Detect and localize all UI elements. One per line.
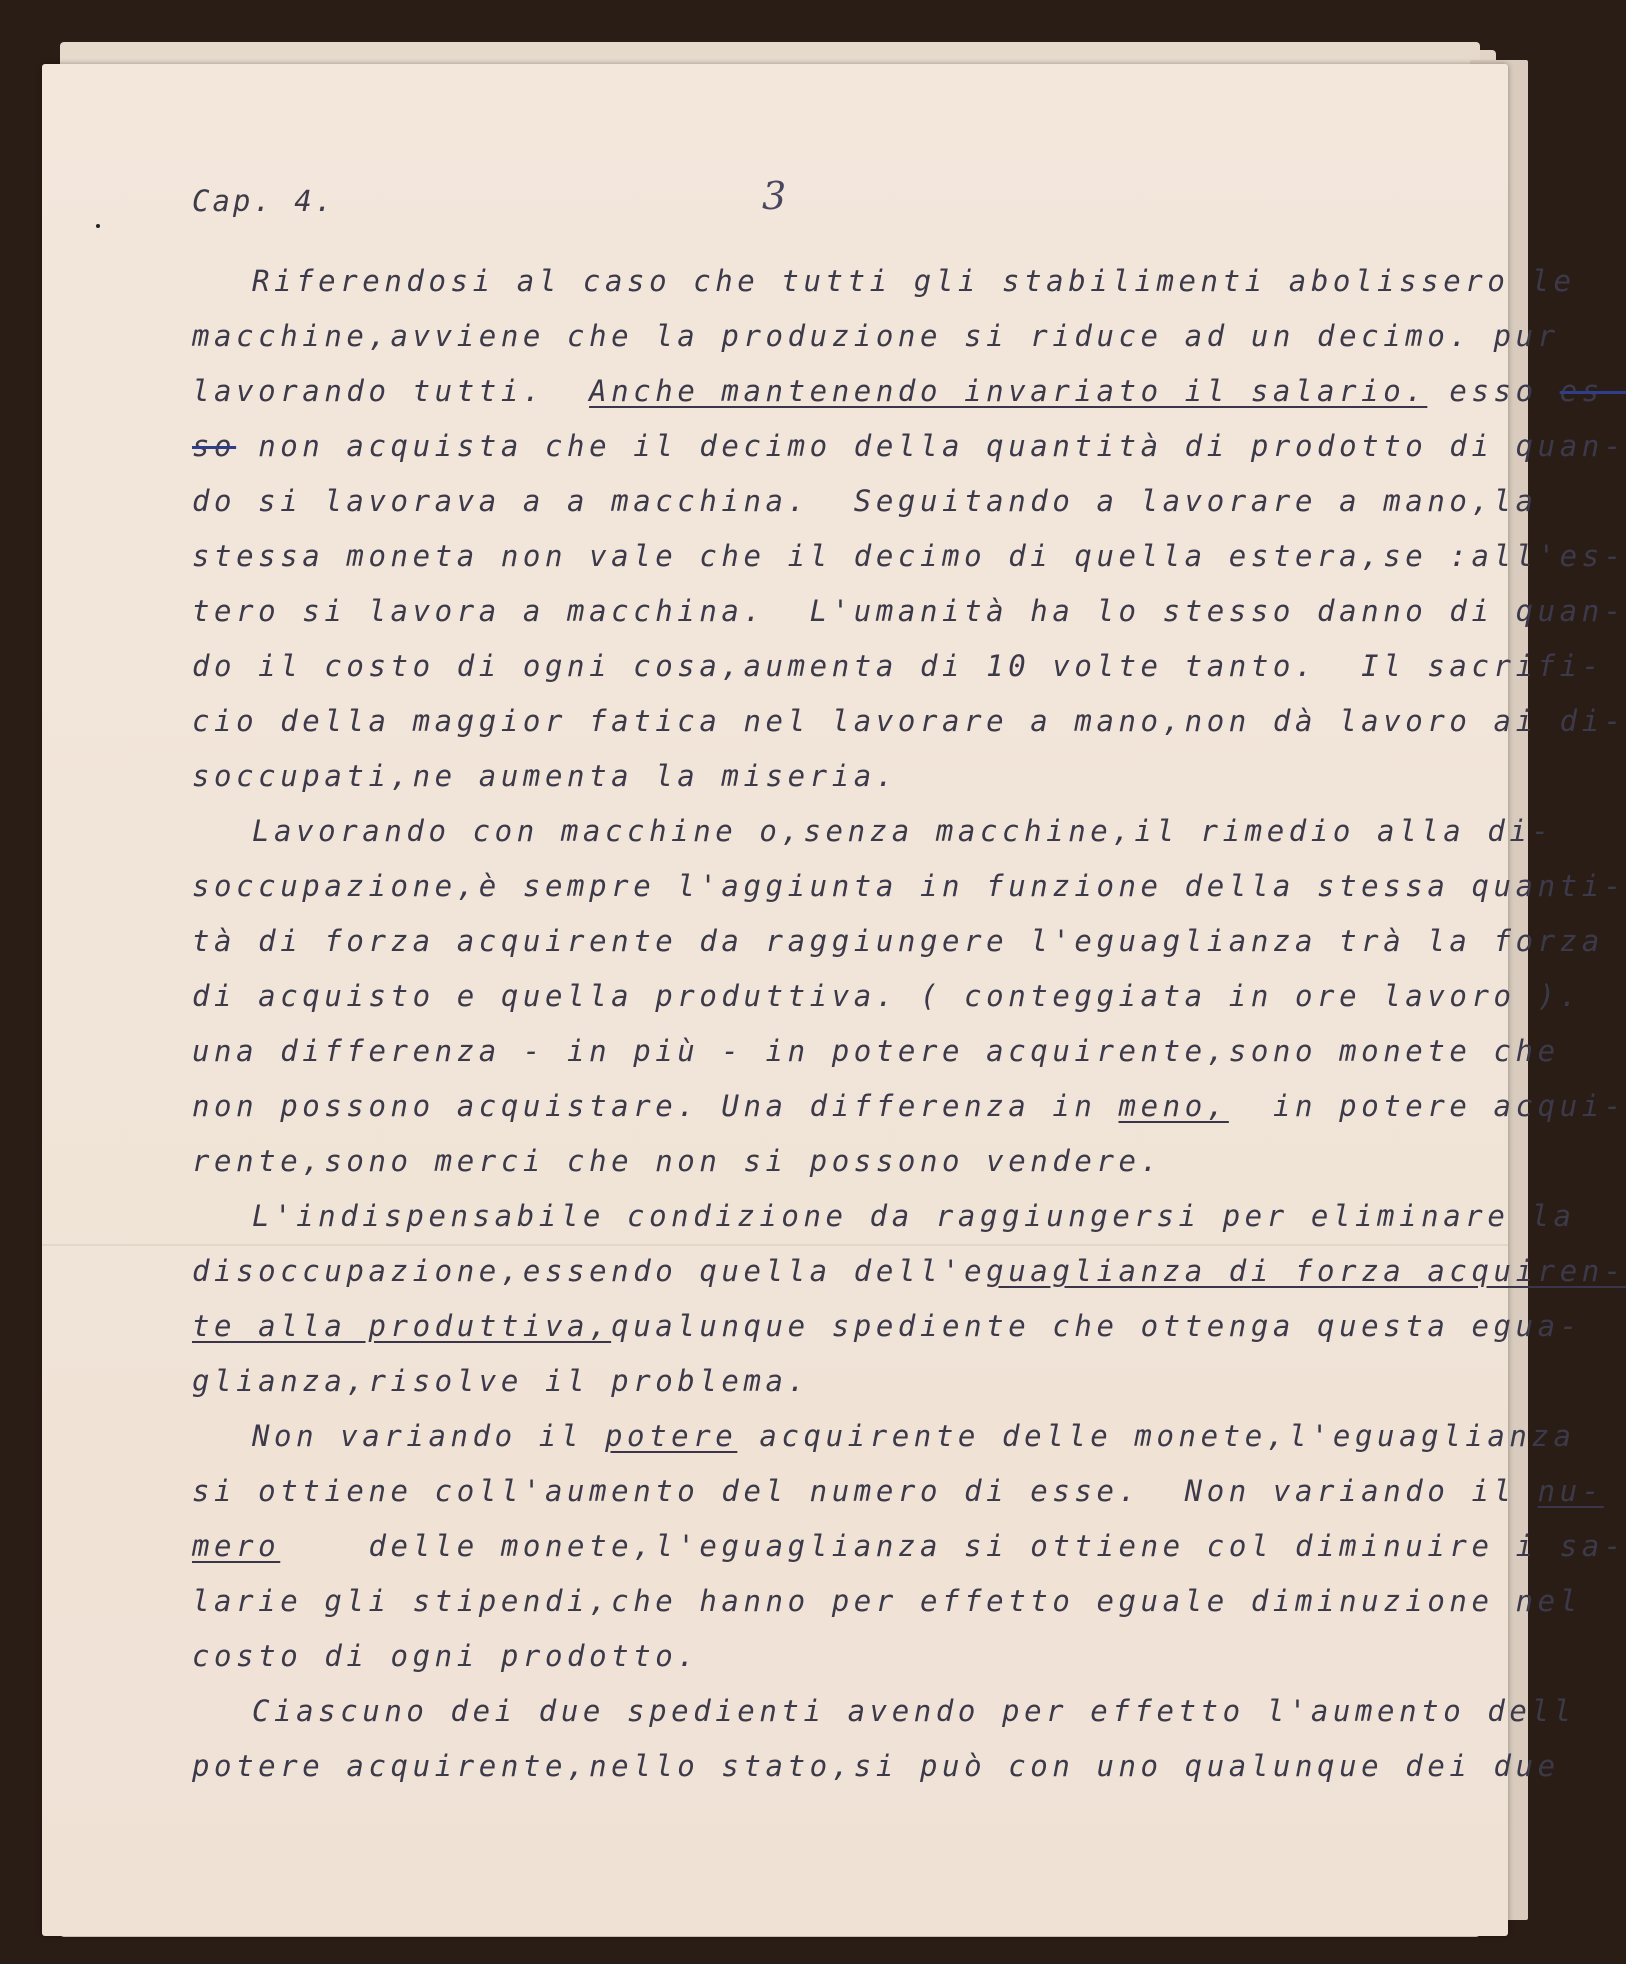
text-line: do si lavorava a a macchina. Seguitando a lavorare a mano,la: [192, 484, 1538, 518]
text-line: so non acquista che il decimo della quantità di prodotto di quan-: [192, 429, 1626, 463]
text-line: potere acquirente,nello stato,si può con uno qualunque dei due: [192, 1749, 1560, 1783]
text-line: lavorando tutti. Anche mantenendo invariato il salario. esso es-: [192, 374, 1626, 408]
text-line: Riferendosi al caso che tutti gli stabilimenti abolissero le: [252, 264, 1576, 298]
text-line: larie gli stipendi,che hanno per effetto eguale diminuzione nel: [192, 1584, 1582, 1618]
paper-fold: [42, 1244, 1508, 1246]
text-line: mero delle monete,l'eguaglianza si ottiene col diminuire i sa-: [192, 1529, 1626, 1563]
text-line: Lavorando con macchine o,senza macchine,il rimedio alla di-: [252, 814, 1554, 848]
text-line: macchine,avviene che la produzione si riduce ad un decimo. pur: [192, 319, 1560, 353]
text-line: una differenza - in più - in potere acquirente,sono monete che: [192, 1034, 1560, 1068]
text-line: L'indispensabile condizione da raggiungersi per eliminare la: [252, 1199, 1576, 1233]
struck-text: es-: [1559, 374, 1626, 408]
underlined-word: mero: [192, 1529, 281, 1563]
chapter-label: Cap. 4.: [192, 184, 336, 218]
text-line: costo di ogni prodotto.: [192, 1639, 700, 1673]
ink-speck: [96, 224, 100, 228]
underlined-phrase: te alla produttiva,: [192, 1309, 612, 1343]
text-line: te alla produttiva,qualunque spediente che ottenga questa egua-: [192, 1309, 1582, 1343]
text-line: glianza,risolve il problema.: [192, 1364, 810, 1398]
text-line: soccupazione,è sempre l'aggiunta in funzione della stessa quanti-: [192, 869, 1626, 903]
text-line: disoccupazione,essendo quella dell'eguaglianza di forza acquiren-: [192, 1254, 1626, 1288]
underlined-word: meno,: [1118, 1089, 1229, 1123]
text-line: non possono acquistare. Una differenza in meno, in potere acqui-: [192, 1089, 1626, 1123]
underlined-word: potere: [604, 1419, 738, 1453]
underlined-word: nu-: [1537, 1474, 1604, 1508]
underlined-phrase: Anche mantenendo invariato il salario.: [589, 374, 1428, 408]
text-line: di acquisto e quella produttiva. ( conteggiata in ore lavoro ).: [192, 979, 1582, 1013]
text-line: stessa moneta non vale che il decimo di quella estera,se :all'es-: [192, 539, 1626, 573]
page-number: 3: [762, 174, 787, 218]
text-line: soccupati,ne aumenta la miseria.: [192, 759, 898, 793]
text-line: Non variando il potere acquirente delle monete,l'eguaglianza: [252, 1419, 1576, 1453]
text-line: tero si lavora a macchina. L'umanità ha lo stesso danno di quan-: [192, 594, 1626, 628]
underlined-phrase: guaglianza di forza acquiren-: [986, 1254, 1626, 1288]
text-line: cio della maggior fatica nel lavorare a mano,non dà lavoro ai di-: [192, 704, 1626, 738]
text-line: tà di forza acquirente da raggiungere l'eguaglianza trà la forza: [192, 924, 1604, 958]
text-line: rente,sono merci che non si possono vendere.: [192, 1144, 1163, 1178]
struck-text: so: [192, 429, 237, 463]
text-line: do il costo di ogni cosa,aumenta di 10 volte tanto. Il sacrifi-: [192, 649, 1604, 683]
text-line: si ottiene coll'aumento del numero di esse. Non variando il nu-: [192, 1474, 1604, 1508]
typewritten-page: [42, 64, 1626, 1936]
text-line: Ciascuno dei due spedienti avendo per effetto l'aumento dell: [252, 1694, 1576, 1728]
